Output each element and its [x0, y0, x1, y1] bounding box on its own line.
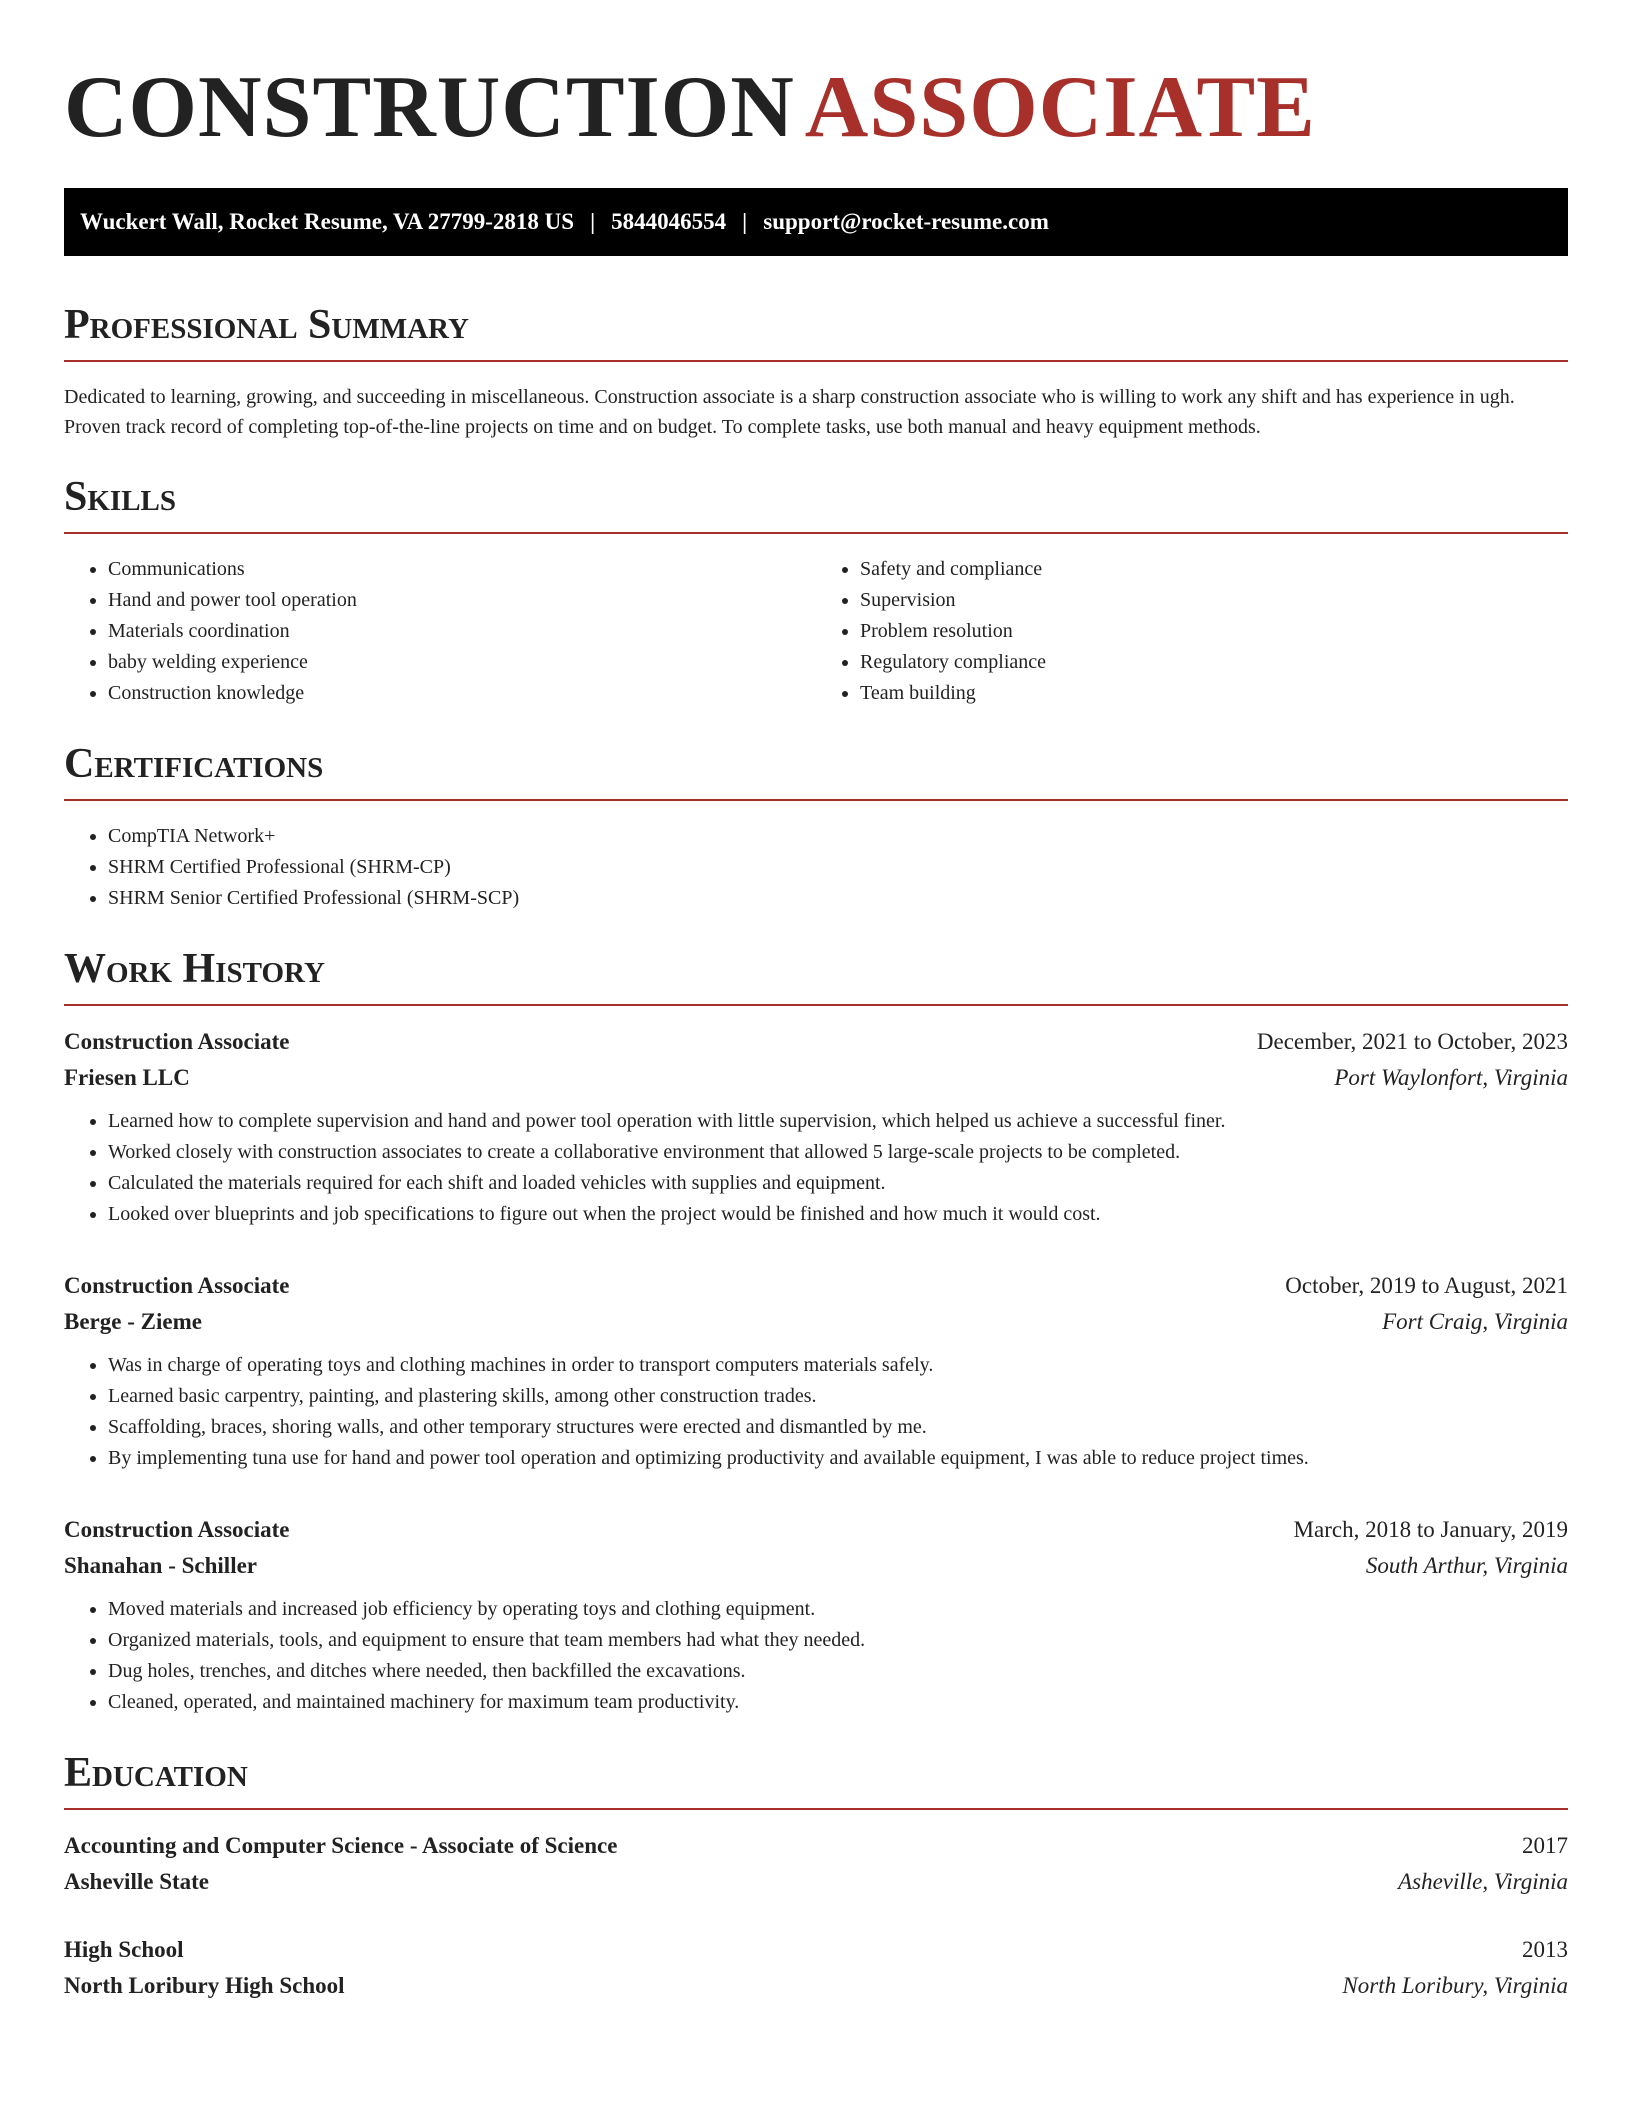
- certifications-heading: Certifications: [64, 743, 1568, 801]
- job-bullet: • By implementing tuna use for hand and power tool operation and optimizing productivity and available equipment, I was able to reduce project times.: [108, 1443, 1568, 1474]
- job-bullet: • Looked over blueprints and job specifications to figure out when the project would be finished and how much it would cost.: [108, 1199, 1568, 1230]
- education-location: Asheville, Virginia: [1398, 1869, 1568, 1894]
- education-section: [64, 1752, 1568, 2004]
- job-bullet: • Learned how to complete supervision and hand and power tool operation with little supervision, which helped us achieve a successful finer.: [108, 1106, 1568, 1137]
- skills-list-left: [64, 554, 816, 709]
- job-entry: [64, 1268, 1568, 1474]
- contact-phone: 5844046554: [611, 209, 727, 234]
- education-school: Asheville State: [64, 1869, 210, 1894]
- job-dates: March, 2018 to January, 2019: [1293, 1517, 1568, 1542]
- certification-item: • SHRM Senior Certified Professional (SHRM-SCP): [108, 883, 1568, 914]
- contact-separator: |: [742, 209, 748, 234]
- title-word-2: ASSOCIATE: [804, 59, 1316, 156]
- job-bullet: • Cleaned, operated, and maintained machinery for maximum team productivity.: [108, 1687, 1568, 1718]
- skill-item: • baby welding experience: [108, 647, 816, 678]
- contact-bar: [64, 188, 1568, 256]
- skill-item: • Construction knowledge: [108, 678, 816, 709]
- job-bullet: • Scaffolding, braces, shoring walls, and other temporary structures were erected and dismantled by me.: [108, 1412, 1568, 1443]
- education-degree: Accounting and Computer Science - Associate of Science: [64, 1833, 618, 1858]
- work-history-heading: Work History: [64, 948, 1568, 1006]
- job-title: Construction Associate: [64, 1029, 290, 1054]
- job-location: South Arthur, Virginia: [1365, 1553, 1568, 1578]
- skills-section: [64, 476, 1568, 709]
- job-bullet: • Dug holes, trenches, and ditches where needed, then backfilled the excavations.: [108, 1656, 1568, 1687]
- job-bullets: [64, 1350, 1568, 1474]
- skills-heading: Skills: [64, 476, 1568, 534]
- certification-item: • CompTIA Network+: [108, 821, 1568, 852]
- education-year: 2017: [1522, 1833, 1568, 1858]
- contact-separator: |: [590, 209, 596, 234]
- job-entry: [64, 1024, 1568, 1230]
- job-location: Fort Craig, Virginia: [1382, 1309, 1568, 1334]
- skill-item: • Hand and power tool operation: [108, 585, 816, 616]
- job-company: Friesen LLC: [64, 1065, 190, 1090]
- education-degree: High School: [64, 1937, 184, 1962]
- job-title: Construction Associate: [64, 1273, 290, 1298]
- work-history-section: [64, 948, 1568, 1718]
- skill-item: • Team building: [860, 678, 1568, 709]
- skills-columns: [64, 534, 1568, 709]
- skills-list-right: [816, 554, 1568, 709]
- job-bullets: [64, 1594, 1568, 1718]
- job-bullet: • Calculated the materials required for each shift and loaded vehicles with supplies and equipment.: [108, 1168, 1568, 1199]
- resume-title: [64, 59, 1568, 156]
- skill-item: • Materials coordination: [108, 616, 816, 647]
- job-bullet: • Learned basic carpentry, painting, and plastering skills, among other construction trades.: [108, 1381, 1568, 1412]
- job-entry: [64, 1512, 1568, 1718]
- education-school: North Loribury High School: [64, 1973, 345, 1998]
- education-entry: [64, 1828, 1568, 1900]
- job-bullet: • Worked closely with construction associates to create a collaborative environment that allowed 5 large-scale projects to be completed.: [108, 1137, 1568, 1168]
- education-heading: Education: [64, 1752, 1568, 1810]
- title-word-1: CONSTRUCTION: [64, 59, 795, 156]
- job-title: Construction Associate: [64, 1517, 290, 1542]
- skill-item: • Communications: [108, 554, 816, 585]
- certifications-list: [64, 821, 1568, 914]
- job-bullets: [64, 1106, 1568, 1230]
- skill-item: • Regulatory compliance: [860, 647, 1568, 678]
- skill-item: • Safety and compliance: [860, 554, 1568, 585]
- job-dates: October, 2019 to August, 2021: [1285, 1273, 1568, 1298]
- job-dates: December, 2021 to October, 2023: [1256, 1029, 1568, 1054]
- education-year: 2013: [1522, 1937, 1568, 1962]
- contact-email: support@rocket-resume.com: [763, 209, 1049, 234]
- job-location: Port Waylonfort, Virginia: [1334, 1065, 1568, 1090]
- job-bullet: • Moved materials and increased job efficiency by operating toys and clothing equipment.: [108, 1594, 1568, 1625]
- summary-text: Dedicated to learning, growing, and succeeding in miscellaneous. Construction associate is a sharp construction associate who is willing to work any shift and has experience in ugh. Proven track record of completing top-of-the-line projects on time and on budget. To complete tasks, use both manual and heavy equipment methods.: [64, 386, 1515, 438]
- summary-section: [64, 304, 1568, 442]
- certification-item: • SHRM Certified Professional (SHRM-CP): [108, 852, 1568, 883]
- job-company: Berge - Zieme: [64, 1309, 202, 1334]
- education-entry: [64, 1932, 1568, 2004]
- certifications-section: [64, 743, 1568, 914]
- education-location: North Loribury, Virginia: [1342, 1973, 1568, 1998]
- skill-item: • Supervision: [860, 585, 1568, 616]
- job-bullet: • Was in charge of operating toys and clothing machines in order to transport computers materials safely.: [108, 1350, 1568, 1381]
- job-bullet: • Organized materials, tools, and equipment to ensure that team members had what they needed.: [108, 1625, 1568, 1656]
- summary-heading: Professional Summary: [64, 304, 1568, 362]
- contact-address: Wuckert Wall, Rocket Resume, VA 27799-2818 US: [80, 209, 575, 234]
- job-company: Shanahan - Schiller: [64, 1553, 257, 1578]
- skill-item: • Problem resolution: [860, 616, 1568, 647]
